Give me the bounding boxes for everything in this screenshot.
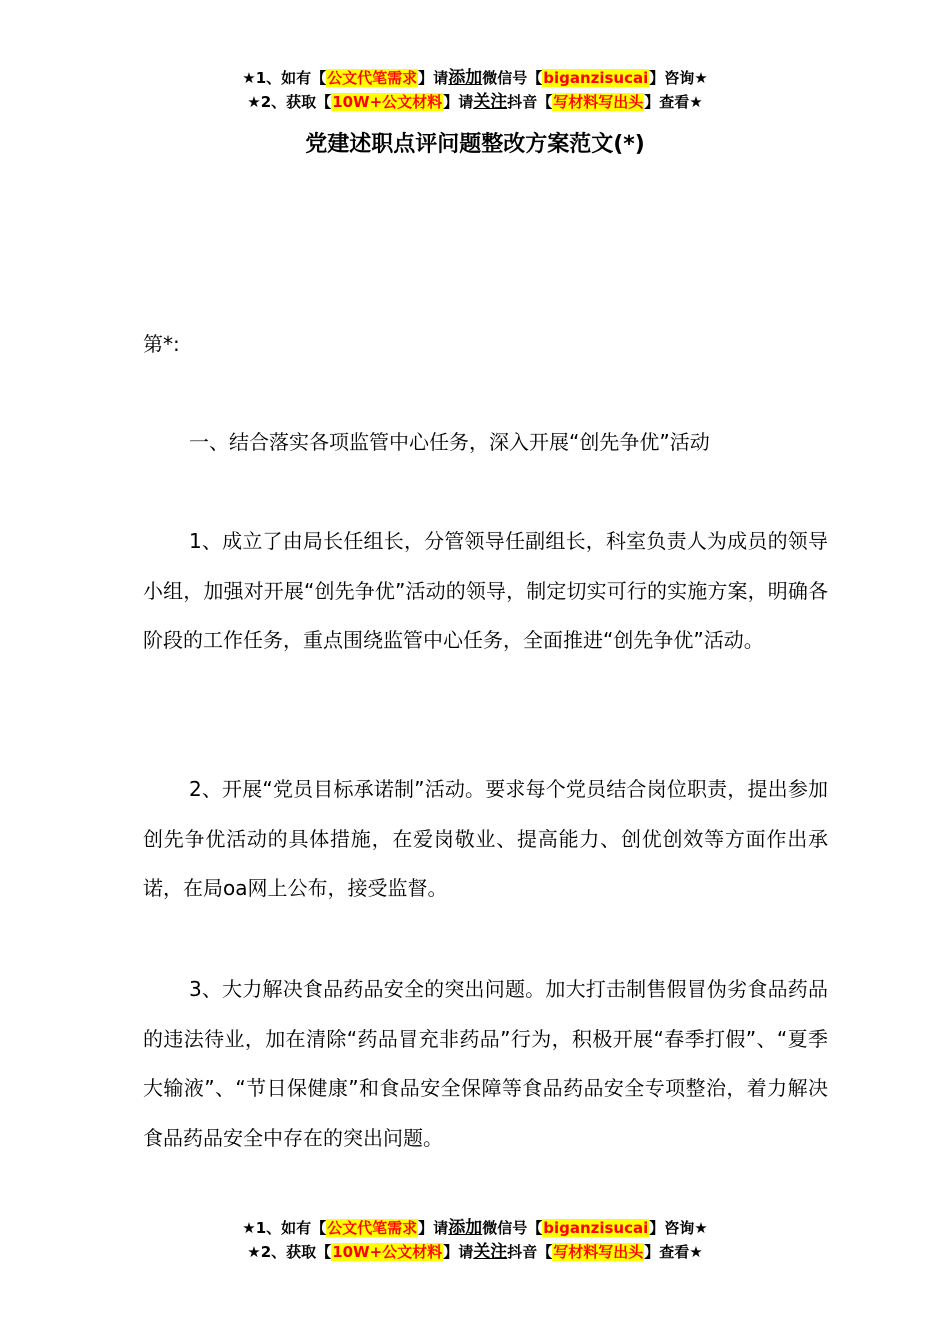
highlight-wechat-id: biganzisucai xyxy=(543,69,649,87)
highlight-douyin: 写材料写出头 xyxy=(553,93,644,111)
banner-emphasis: 添加 xyxy=(448,1218,483,1238)
banner-text: 】咨询★ xyxy=(649,1219,708,1237)
banner-emphasis: 添加 xyxy=(448,68,483,88)
banner-line-1 xyxy=(0,66,950,90)
banner-line-2 xyxy=(0,1240,950,1264)
bottom-banner xyxy=(0,1216,950,1264)
banner-text: 】请 xyxy=(443,1243,474,1261)
banner-text: 微信号【 xyxy=(482,69,543,87)
paragraph: 1、成立了由局长任组长，分管领导任副组长，科室负责人为成员的领导小组，加强对开展“创先争优”活动的领导，制定切实可行的实施方案，明确各阶段的工作任务，重点围绕监管中心任务，全面推进“创先争优”活动。 xyxy=(143,529,828,653)
paragraph: 2、开展“党员目标承诺制”活动。要求每个党员结合岗位职责，提出参加创先争优活动的具体措施，在爱岗敬业、提高能力、创优创效等方面作出承诺，在局oa网上公布，接受监督。 xyxy=(143,777,828,901)
banner-line-1 xyxy=(0,1216,950,1240)
highlight-wechat-id: biganzisucai xyxy=(543,1219,649,1237)
section-heading: 一、结合落实各项监管中心任务，深入开展“创先争优”活动 xyxy=(189,430,710,454)
banner-text: 】咨询★ xyxy=(649,69,708,87)
banner-text: 抖音【 xyxy=(507,93,553,111)
banner-text: 】请 xyxy=(443,93,474,111)
banner-emphasis: 关注 xyxy=(473,1242,508,1262)
highlight-service: 公文代笔需求 xyxy=(327,1219,418,1237)
banner-text: ★1、如有【 xyxy=(242,1219,327,1237)
highlight-materials: 10W+公文材料 xyxy=(332,93,443,111)
top-banner xyxy=(0,66,950,114)
banner-text: 】查看★ xyxy=(644,1243,703,1261)
section-prefix: 第*: xyxy=(143,332,180,356)
highlight-douyin: 写材料写出头 xyxy=(553,1243,644,1261)
banner-emphasis: 关注 xyxy=(473,92,508,112)
banner-line-2 xyxy=(0,90,950,114)
highlight-service: 公文代笔需求 xyxy=(327,69,418,87)
banner-text: ★1、如有【 xyxy=(242,69,327,87)
banner-text: 】请 xyxy=(418,1219,449,1237)
document-title: 党建述职点评问题整改方案范文(*) xyxy=(305,132,645,157)
highlight-materials: 10W+公文材料 xyxy=(332,1243,443,1261)
banner-text: ★2、获取【 xyxy=(247,1243,332,1261)
paragraph: 3、大力解决食品药品安全的突出问题。加大打击制售假冒伪劣食品药品的违法待业，加在清除“药品冒充非药品”行为，积极开展“春季打假”、“夏季大输液”、“节日保健康”和食品安全保障等食品药品安全专项整治，着力解决食品药品安全中存在的突出问题。 xyxy=(143,977,828,1150)
banner-text: ★2、获取【 xyxy=(247,93,332,111)
banner-text: 】查看★ xyxy=(644,93,703,111)
banner-text: 】请 xyxy=(418,69,449,87)
banner-text: 抖音【 xyxy=(507,1243,553,1261)
banner-text: 微信号【 xyxy=(482,1219,543,1237)
